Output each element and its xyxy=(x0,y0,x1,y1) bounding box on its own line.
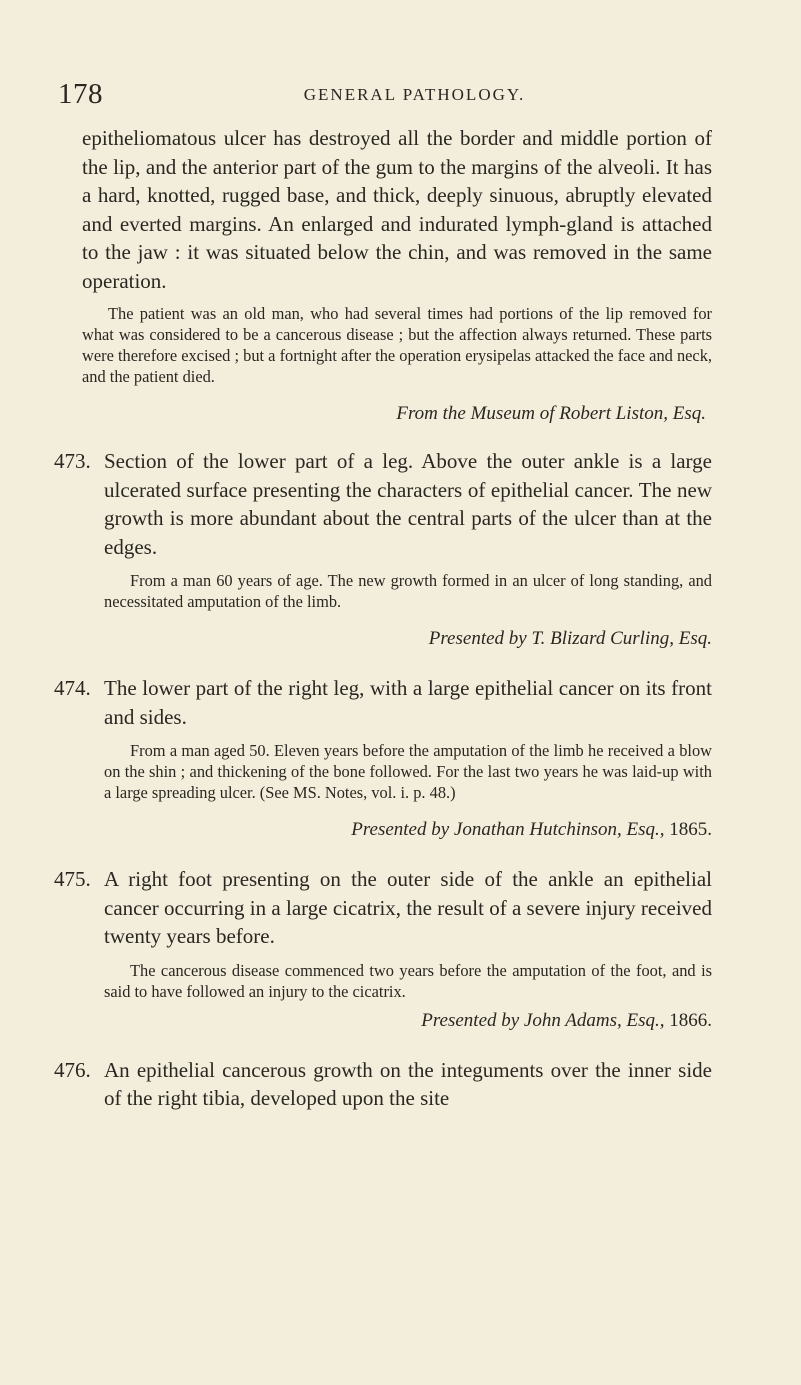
entry-number: 473. xyxy=(54,449,91,473)
page-number: 178 xyxy=(58,78,103,110)
entry-number: 474. xyxy=(54,676,91,700)
entry-attribution xyxy=(104,626,712,652)
entry-note: From a man aged 50. Eleven years before the amputation of the limb he received a blow on the shin ; and thickening of the bone followed. For the last two years he was laid-up with a large spreading ulcer. (See MS. Notes, vol. i. p. 48.) xyxy=(104,741,712,802)
entry-description: Section of the lower part of a leg. Above the outer ankle is a large ulcerated surface presenting the characters of epithelial cancer. The new growth is more abundant about the central parts of the ulcer than at the edges. xyxy=(104,449,712,559)
catalogue-entry xyxy=(54,1056,712,1113)
entry-number: 475. xyxy=(54,867,91,891)
entry-note: The cancerous disease commenced two years before the amputation of the foot, and is said to have followed an injury to the cicatrix. xyxy=(104,960,712,1001)
entry-attribution xyxy=(104,817,712,843)
entry-description: A right foot presenting on the outer side of the ankle an epithelial cancer occurring in a large cicatrix, the result of a severe injury received twenty years before. xyxy=(104,867,712,948)
page-header xyxy=(58,78,741,114)
entry-note: From a man 60 years of age. The new growth formed in an ulcer of long standing, and necessitated amputation of the limb. xyxy=(104,571,712,611)
catalogue-entry xyxy=(54,447,712,652)
entry-attribution xyxy=(104,1008,712,1034)
attribution-year: 1865. xyxy=(669,819,712,840)
entry-description: The lower part of the right leg, with a large epithelial cancer on its front and sides. xyxy=(104,676,712,729)
intro-note: The patient was an old man, who had several times had portions of the lip removed for what was considered to be a cancerous disease ; but the affection always returned. These parts were therefore excised ; but a fortnight after the operation erysipelas attacked the face and neck, and the patient died. xyxy=(82,304,712,386)
intro-paragraph: epitheliomatous ulcer has destroyed all the border and middle portion of the lip, and the anterior part of the gum to the margins of the alveoli. It has a hard, knotted, rugged base, and thick, deeply sinuous, abruptly elevated and everted margins. An enlarged and indurated lymph-gland is attached to the jaw : it was situated below the chin, and was removed in the same operation. xyxy=(82,126,712,293)
attribution-year: 1866. xyxy=(669,1009,712,1031)
catalogue-entry xyxy=(54,865,712,1034)
attribution-text: Presented by Jonathan Hutchinson, Esq., xyxy=(351,819,665,840)
intro-attribution: From the Museum of Robert Liston, Esq. xyxy=(396,403,706,424)
attribution-text: Presented by John Adams, Esq., xyxy=(421,1009,665,1031)
attribution-text: Presented by T. Blizard Curling, Esq. xyxy=(428,628,712,649)
catalogue-entry xyxy=(54,674,712,843)
running-head: GENERAL PATHOLOGY. xyxy=(303,85,526,104)
page-content xyxy=(54,124,712,1113)
entry-description: An epithelial cancerous growth on the integuments over the inner side of the right tibia, developed upon the site xyxy=(104,1057,712,1110)
entry-number: 476. xyxy=(54,1057,91,1082)
